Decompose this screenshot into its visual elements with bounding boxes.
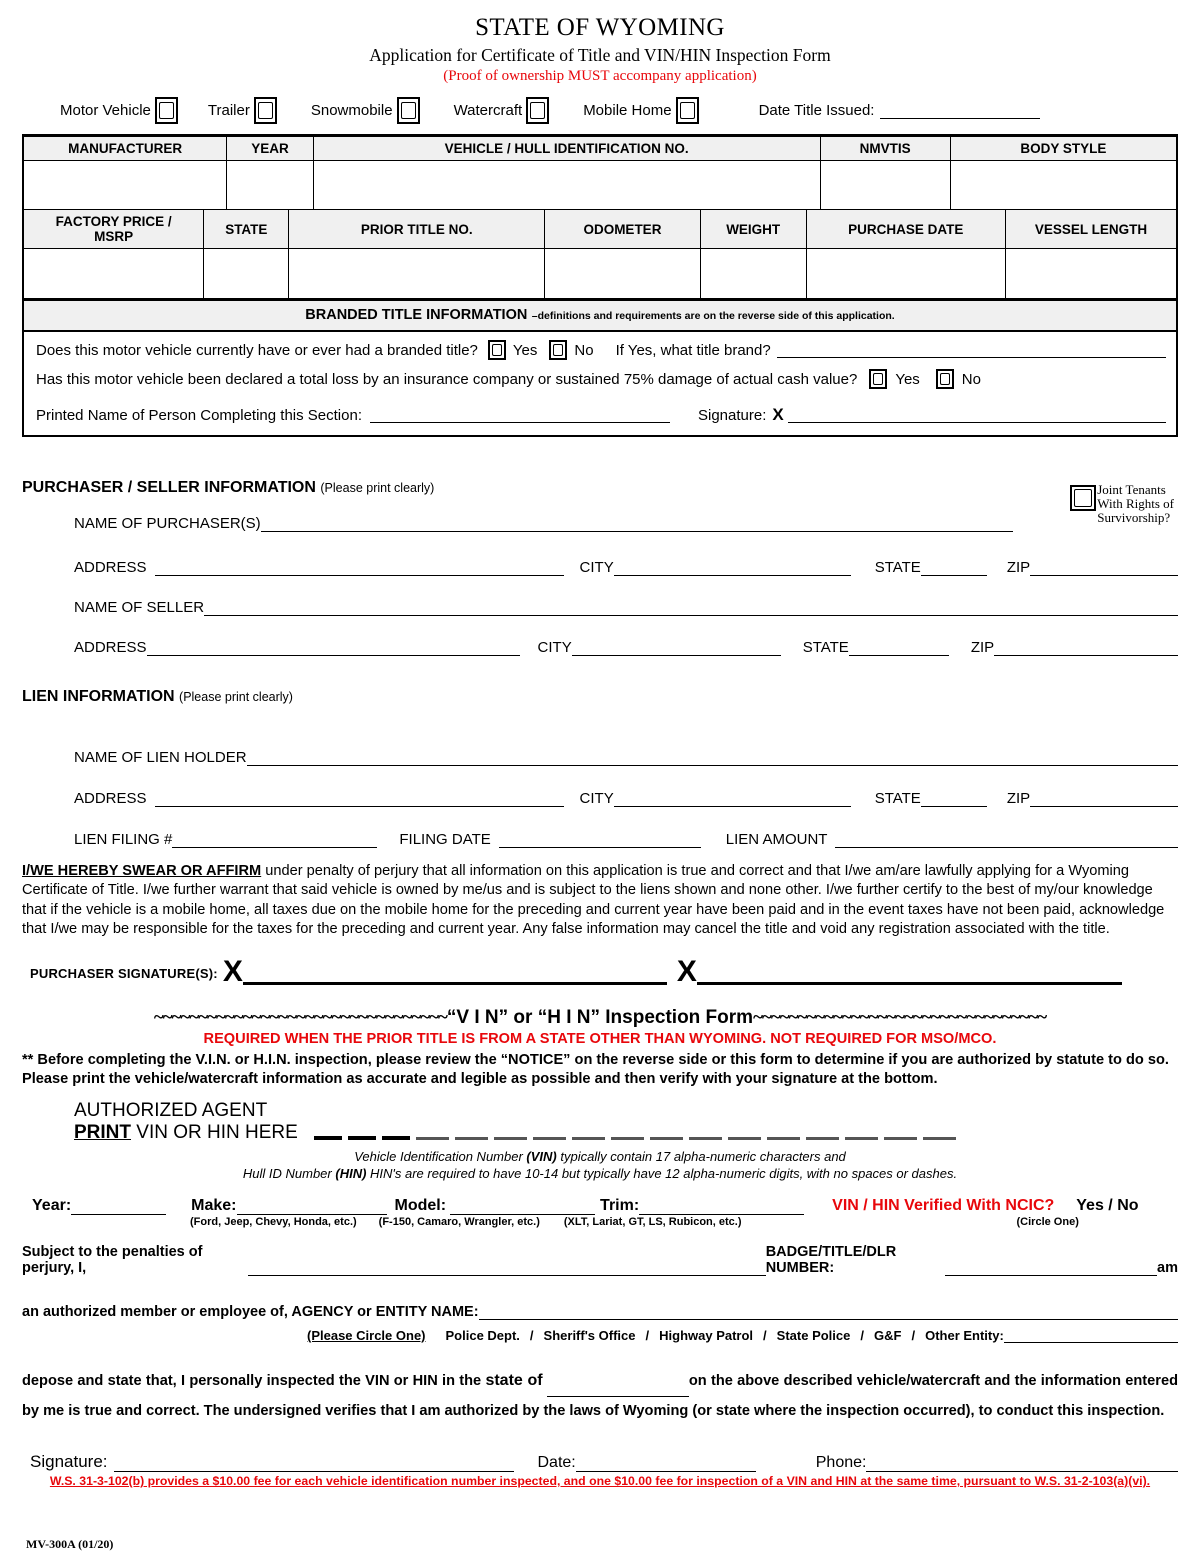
date-title-issued-label: Date Title Issued:: [758, 102, 875, 119]
seller-address-label: ADDRESS: [74, 639, 147, 656]
input-lien-amount[interactable]: [835, 833, 1178, 848]
col-header-prior-title-no: PRIOR TITLE NO.: [289, 210, 545, 249]
field-weight[interactable]: [700, 249, 806, 299]
input-model[interactable]: [450, 1200, 595, 1215]
col-header-odometer: ODOMETER: [545, 210, 701, 249]
input-lien-filing-number[interactable]: [172, 833, 377, 848]
year-label: Year:: [32, 1196, 72, 1214]
final-phone-label: Phone:: [815, 1453, 867, 1471]
final-signature-row: [22, 1452, 1178, 1472]
name-of-purchaser-label: NAME OF PURCHASER(S): [74, 515, 261, 532]
authorized-agent-labels: [74, 1100, 298, 1144]
ncic-hint: (Circle One): [1016, 1215, 1079, 1228]
vin-inspection-heading-row: [0, 1007, 1200, 1029]
purchaser-address-label: ADDRESS: [74, 559, 147, 576]
agency-entity-label: an authorized member or employee of, AGENCY or ENTITY NAME:: [22, 1303, 479, 1320]
field-odometer[interactable]: [545, 249, 701, 299]
input-purchaser-state[interactable]: [921, 561, 987, 576]
purchaser-state-label: STATE: [874, 559, 921, 576]
form-page: [0, 14, 1200, 1566]
vin-blank[interactable]: [845, 1130, 878, 1140]
vin-character-blanks[interactable]: [314, 1130, 956, 1144]
printed-name-label: Printed Name of Person Completing this Section:: [36, 406, 362, 424]
input-lien-holder-name[interactable]: [247, 751, 1178, 766]
branded-title-header: [24, 299, 1176, 332]
col-header-weight: WEIGHT: [700, 210, 806, 249]
input-purchaser-address[interactable]: [155, 561, 564, 576]
vehicle-type-trailer[interactable]: [208, 97, 277, 124]
vin-blank[interactable]: [767, 1130, 800, 1140]
agency-name-row: [22, 1304, 1178, 1320]
model-label: Model:: [394, 1196, 447, 1214]
perjury-section: [22, 1244, 1178, 1343]
lien-amount-label: LIEN AMOUNT: [725, 831, 828, 848]
checkbox-watercraft[interactable]: [526, 97, 549, 124]
lien-section-note: (Please print clearly): [179, 690, 293, 704]
vin-note-line2: [0, 1166, 1200, 1183]
form-header: [0, 14, 1200, 85]
field-prior-title-no[interactable]: [289, 249, 545, 299]
hin-note-text-a: Hull ID Number: [242, 1165, 336, 1181]
input-seller-city[interactable]: [572, 641, 781, 656]
table-row: [24, 161, 1176, 211]
agency-option-police-dept[interactable]: Police Dept.: [445, 1327, 520, 1343]
table-row: [24, 249, 1176, 299]
vin-required-notice: REQUIRED WHEN THE PRIOR TITLE IS FROM A STATE OTHER THAN WYOMING. NOT REQUIRED FOR MSO/MCO.: [203, 1030, 997, 1047]
vin-hin-here-text: VIN OR HIN HERE: [131, 1122, 298, 1143]
field-purchase-date[interactable]: [806, 249, 1005, 299]
signature-x-marker: X: [772, 405, 784, 424]
branded-question-2-row: [36, 369, 1166, 389]
swear-body: under penalty of perjury that all information on this application is true and correct and that I/we am/are lawfully applying for a Wyoming Certificate of Title. I/we further warrant that said vehicle is owned by me/us and is subject to the liens shown and none other. I/we further certify to the best of my/our knowledge that if the vehicle is a mobile home, all taxes due on the mobile home for the preceding and current year have been paid and in the event taxes have not been paid, acknowledge that I/we may be responsible for the taxes for the preceding and current year. Any false information may cancel the title and void any registration associated with the title.: [22, 863, 1165, 938]
input-purchaser-signature-1[interactable]: [243, 963, 667, 985]
branded-followup-label: If Yes, what title brand?: [615, 341, 771, 359]
checkbox-branded-yes[interactable]: [488, 340, 506, 360]
perjury-am-text: am: [1157, 1259, 1178, 1276]
vin-blank[interactable]: [806, 1130, 839, 1140]
col-header-nmvtis: NMVTIS: [820, 137, 950, 161]
lien-information-section: [22, 688, 1178, 848]
authorized-agent-line2: [74, 1122, 298, 1144]
lien-city-label: CITY: [579, 790, 614, 807]
vin-blank[interactable]: [572, 1130, 605, 1140]
purchaser-signature-label: PURCHASER SIGNATURE(S):: [30, 965, 218, 981]
vin-blank[interactable]: [455, 1130, 488, 1140]
joint-tenants-label: [1097, 483, 1174, 525]
col-header-year: YEAR: [227, 137, 313, 161]
branded-yes-label: Yes: [512, 341, 538, 359]
vin-format-note: [0, 1149, 1200, 1183]
input-badge-number[interactable]: [945, 1261, 1157, 1276]
page-title: STATE OF WYOMING: [475, 14, 725, 41]
input-agency-name[interactable]: [479, 1305, 1178, 1320]
lien-filing-label: LIEN FILING #: [74, 831, 173, 848]
vin-abbrev: (VIN): [526, 1149, 557, 1164]
vehicle-pricing-table: [24, 209, 1176, 299]
proof-notice: (Proof of ownership MUST accompany application): [443, 68, 757, 84]
seller-address-row: [22, 639, 1178, 656]
model-hint: (F-150, Camaro, Wrangler, etc.): [378, 1215, 540, 1228]
separator-4: /: [860, 1327, 864, 1343]
purchaser-city-label: CITY: [579, 559, 614, 576]
separator-5: /: [911, 1327, 916, 1343]
input-seller-address[interactable]: [147, 641, 520, 656]
lien-filing-row: [22, 831, 1178, 848]
input-lien-address[interactable]: [155, 792, 564, 807]
table-header-row: [24, 210, 1176, 249]
depose-part2: on the above described vehicle/watercraft and the information entered by me is true and correct. The undersigned verifies that I am authorized by the laws of Wyoming (or state where the inspection occurred), to conduct this inspection.: [22, 1372, 1178, 1419]
vin-statute-notice: ** Before completing the V.I.N. or H.I.N. inspection, please review the “NOTICE” on the reverse side or this form to determine if you are authorized by statute to do so. Please print the vehicle/watercraft information as accurate and legible as possible and then verify with your signature at the bottom.: [22, 1051, 1169, 1088]
col-header-vessel-length: VESSEL LENGTH: [1005, 210, 1176, 249]
vehicle-identification-table: [24, 136, 1176, 211]
input-other-entity[interactable]: [1004, 1328, 1178, 1343]
purchaser-section-heading: PURCHASER / SELLER INFORMATION: [22, 479, 316, 496]
vehicle-type-label: Snowmobile: [310, 102, 393, 119]
trim-hint: (XLT, Lariat, GT, LS, Rubicon, etc.): [563, 1215, 742, 1228]
field-manufacturer[interactable]: [24, 161, 227, 211]
vehicle-detail-labels: [22, 1197, 1178, 1215]
filing-date-label: FILING DATE: [399, 831, 491, 848]
input-seller-zip[interactable]: [994, 641, 1178, 656]
checkbox-total-loss-no[interactable]: [936, 369, 954, 389]
col-header-factory-price: [24, 210, 204, 249]
branded-title-body: [24, 332, 1176, 435]
perjury-intro-label: Subject to the penalties of perjury, I,: [22, 1243, 203, 1276]
depose-part1: depose and state that, I personally inspected the VIN or HIN in the: [22, 1372, 486, 1389]
input-trim[interactable]: [639, 1200, 804, 1215]
input-filing-date[interactable]: [499, 833, 701, 848]
branded-signature-label: Signature:: [698, 406, 767, 424]
vin-inspection-heading: “V I N” or “H I N” Inspection Form: [446, 1006, 754, 1028]
input-seller-state[interactable]: [849, 641, 949, 656]
branded-no-label: No: [574, 341, 594, 359]
date-title-issued-group: [759, 102, 1041, 119]
purchaser-signature-row: [30, 954, 1200, 988]
swear-heading: I/WE HEREBY SWEAR OR AFFIRM: [22, 863, 262, 879]
swear-affirm-paragraph: [22, 862, 1178, 940]
total-loss-no-label: No: [961, 370, 981, 388]
input-final-signature[interactable]: [114, 1457, 514, 1472]
signature-x-marker-1: X: [222, 954, 243, 988]
factory-price-line2: MSRP: [94, 229, 134, 244]
input-year[interactable]: [71, 1200, 166, 1215]
purchaser-section-note: (Please print clearly): [320, 481, 435, 495]
vin-blank[interactable]: [611, 1130, 644, 1140]
branded-question-2: Has this motor vehicle been declared a total loss by an insurance company or sustained 75% damage of actual cash value?: [36, 370, 858, 388]
depose-statement: [22, 1365, 1178, 1426]
tilde-right-decoration: ~~~~~~~~~~~~~~~~~~~~~~~~~~~~~~~~~: [753, 1006, 1047, 1028]
lien-section-title: [22, 688, 1178, 706]
input-inspection-state[interactable]: [547, 1383, 689, 1397]
col-header-vin: VEHICLE / HULL IDENTIFICATION NO.: [313, 137, 820, 161]
lien-state-label: STATE: [874, 790, 921, 807]
purchaser-address-row: [22, 559, 1178, 576]
input-purchaser-zip[interactable]: [1030, 561, 1178, 576]
final-date-label: Date:: [537, 1453, 576, 1471]
vehicle-type-label: Watercraft: [453, 102, 523, 119]
input-final-phone[interactable]: [866, 1457, 1178, 1472]
vin-note-text-c: typically contain 17 alpha-numeric characters and: [556, 1149, 846, 1164]
please-circle-one-label: (Please Circle One): [307, 1327, 426, 1343]
vehicle-type-label: Motor Vehicle: [60, 102, 151, 119]
lien-address-label: ADDRESS: [74, 790, 147, 807]
vehicle-type-label: Trailer: [207, 102, 250, 119]
input-lien-zip[interactable]: [1030, 792, 1178, 807]
hin-note-text-c: HIN's are required to have 10-14 but typically have 12 alpha-numeric digits, with no spaces or dashes.: [366, 1165, 958, 1181]
vehicle-type-mobile-home[interactable]: [583, 97, 698, 124]
branded-signature-row: [36, 405, 1166, 425]
vin-blank[interactable]: [348, 1130, 376, 1140]
vehicle-detail-hints: [22, 1216, 1178, 1228]
input-seller-name[interactable]: [204, 601, 1178, 616]
checkbox-branded-no[interactable]: [549, 340, 567, 360]
ncic-question: VIN / HIN Verified With NCIC?: [832, 1196, 1055, 1214]
make-label: Make:: [191, 1196, 237, 1214]
vehicle-type-row: [0, 97, 1200, 124]
input-lien-city[interactable]: [614, 792, 851, 807]
make-hint: (Ford, Jeep, Chevy, Honda, etc.): [190, 1215, 357, 1228]
ws-fee-note: W.S. 31-3-102(b) provides a $10.00 fee for each vehicle identification number inspected, and one $10.00 fee for inspection of a VIN and HIN at the same time, pursuant to W.S. 31-2-103(a)(vi).: [49, 1473, 1151, 1488]
seller-state-label: STATE: [802, 639, 849, 656]
checkbox-snowmobile[interactable]: [397, 97, 420, 124]
authorized-agent-block: [0, 1100, 1200, 1144]
col-header-state: STATE: [204, 210, 289, 249]
joint-tenants-line3: Survivorship?: [1097, 510, 1171, 526]
input-final-date[interactable]: [576, 1457, 756, 1472]
input-lien-state[interactable]: [921, 792, 987, 807]
vehicle-detail-row: [22, 1197, 1178, 1228]
input-purchaser-city[interactable]: [614, 561, 851, 576]
name-of-lien-holder-label: NAME OF LIEN HOLDER: [74, 749, 247, 766]
checkbox-mobile-home[interactable]: [676, 97, 699, 124]
form-id-footer: MV-300A (01/20): [26, 1537, 114, 1551]
branded-title-note: –definitions and requirements are on the reverse side of this application.: [531, 310, 895, 322]
vin-blank[interactable]: [382, 1130, 410, 1140]
vehicle-type-snowmobile[interactable]: [311, 97, 420, 124]
lien-address-row: [22, 790, 1178, 807]
field-body-style[interactable]: [950, 161, 1176, 211]
input-title-brand[interactable]: [777, 343, 1166, 358]
agency-option-state-police[interactable]: State Police: [776, 1327, 851, 1343]
vin-blank[interactable]: [416, 1130, 449, 1140]
tilde-left-decoration: ~~~~~~~~~~~~~~~~~~~~~~~~~~~~~~~~~: [153, 1006, 447, 1028]
lien-zip-label: ZIP: [1006, 790, 1031, 807]
joint-tenants-line2: With Rights of: [1097, 496, 1174, 512]
ncic-answer-circle[interactable]: Yes / No: [1076, 1196, 1139, 1214]
branded-title-heading: BRANDED TITLE INFORMATION: [305, 307, 528, 323]
checkbox-trailer[interactable]: [254, 97, 277, 124]
vehicle-type-watercraft[interactable]: [454, 97, 550, 124]
seller-city-label: CITY: [537, 639, 572, 656]
table-header-row: [24, 137, 1176, 161]
input-purchaser-signature-2[interactable]: [697, 963, 1122, 985]
purchaser-zip-label: ZIP: [1006, 559, 1031, 576]
separator-1: /: [529, 1327, 534, 1343]
agency-option-highway-patrol[interactable]: Highway Patrol: [659, 1327, 754, 1343]
separator-3: /: [763, 1327, 767, 1343]
state-of-label: state of: [485, 1371, 543, 1389]
date-title-issued-input[interactable]: [880, 104, 1040, 119]
badge-number-label: BADGE/TITLE/DLR NUMBER:: [765, 1243, 897, 1276]
perjury-name-row: [22, 1244, 1178, 1276]
joint-tenants-line1: Joint Tenants: [1097, 482, 1166, 497]
vin-blank[interactable]: [689, 1130, 722, 1140]
field-vin[interactable]: [313, 161, 820, 211]
vehicle-type-motor-vehicle[interactable]: [60, 97, 178, 124]
field-nmvtis[interactable]: [820, 161, 950, 211]
field-vessel-length[interactable]: [1005, 249, 1176, 299]
purchaser-name-row: [22, 515, 1178, 532]
purchaser-seller-section: [22, 479, 1178, 656]
input-inspector-name[interactable]: [248, 1261, 766, 1276]
factory-price-line1: FACTORY PRICE /: [55, 214, 172, 229]
vin-blank[interactable]: [494, 1130, 527, 1140]
final-signature-label: Signature:: [30, 1451, 108, 1471]
signature-x-marker-2: X: [676, 954, 697, 988]
vehicle-info-box: [22, 134, 1178, 437]
agency-circle-row: [22, 1328, 1178, 1343]
input-branded-signature[interactable]: [788, 408, 1166, 423]
input-make[interactable]: [237, 1200, 387, 1215]
field-state[interactable]: [204, 249, 289, 299]
lien-section-heading: LIEN INFORMATION: [22, 688, 175, 705]
authorized-agent-line1: AUTHORIZED AGENT: [74, 1100, 268, 1121]
checkbox-total-loss-yes[interactable]: [869, 369, 887, 389]
col-header-body-style: BODY STYLE: [950, 137, 1176, 161]
checkbox-joint-tenants[interactable]: [1070, 485, 1096, 511]
vin-blank[interactable]: [884, 1130, 917, 1140]
other-entity-label: Other Entity:: [925, 1327, 1004, 1343]
vin-blank[interactable]: [314, 1130, 342, 1140]
branded-question-1: Does this motor vehicle currently have or ever had a branded title?: [36, 341, 478, 359]
seller-zip-label: ZIP: [970, 639, 995, 656]
agency-option-gf[interactable]: G&F: [874, 1327, 902, 1343]
vin-blank[interactable]: [650, 1130, 683, 1140]
col-header-purchase-date: PURCHASE DATE: [806, 210, 1005, 249]
hin-abbrev: (HIN): [335, 1165, 367, 1181]
total-loss-yes-label: Yes: [895, 370, 920, 388]
field-year[interactable]: [227, 161, 313, 211]
form-subtitle: Application for Certificate of Title and VIN/HIN Inspection Form: [369, 45, 831, 65]
vin-blank[interactable]: [533, 1130, 566, 1140]
separator-2: /: [645, 1327, 650, 1343]
seller-name-row: [22, 599, 1178, 616]
purchaser-section-title: [22, 479, 1178, 497]
vin-note-text-a: Vehicle Identification Number: [354, 1149, 527, 1164]
agency-option-sheriffs-office[interactable]: Sheriff's Office: [543, 1327, 636, 1343]
lien-holder-row: [22, 749, 1178, 766]
vin-blank[interactable]: [728, 1130, 761, 1140]
field-factory-price[interactable]: [24, 249, 204, 299]
col-header-manufacturer: MANUFACTURER: [24, 137, 227, 161]
branded-question-1-row: [36, 340, 1166, 360]
vehicle-type-label: Mobile Home: [583, 102, 672, 119]
input-printed-name[interactable]: [370, 408, 670, 423]
trim-label: Trim:: [600, 1196, 640, 1214]
print-underlined: PRINT: [74, 1122, 131, 1143]
joint-tenants-group[interactable]: [1070, 483, 1174, 525]
vin-blank[interactable]: [923, 1130, 956, 1140]
name-of-seller-label: NAME OF SELLER: [74, 599, 205, 616]
input-purchaser-name[interactable]: [261, 517, 1013, 532]
vin-note-line1: [0, 1149, 1200, 1166]
checkbox-motor-vehicle[interactable]: [155, 97, 178, 124]
